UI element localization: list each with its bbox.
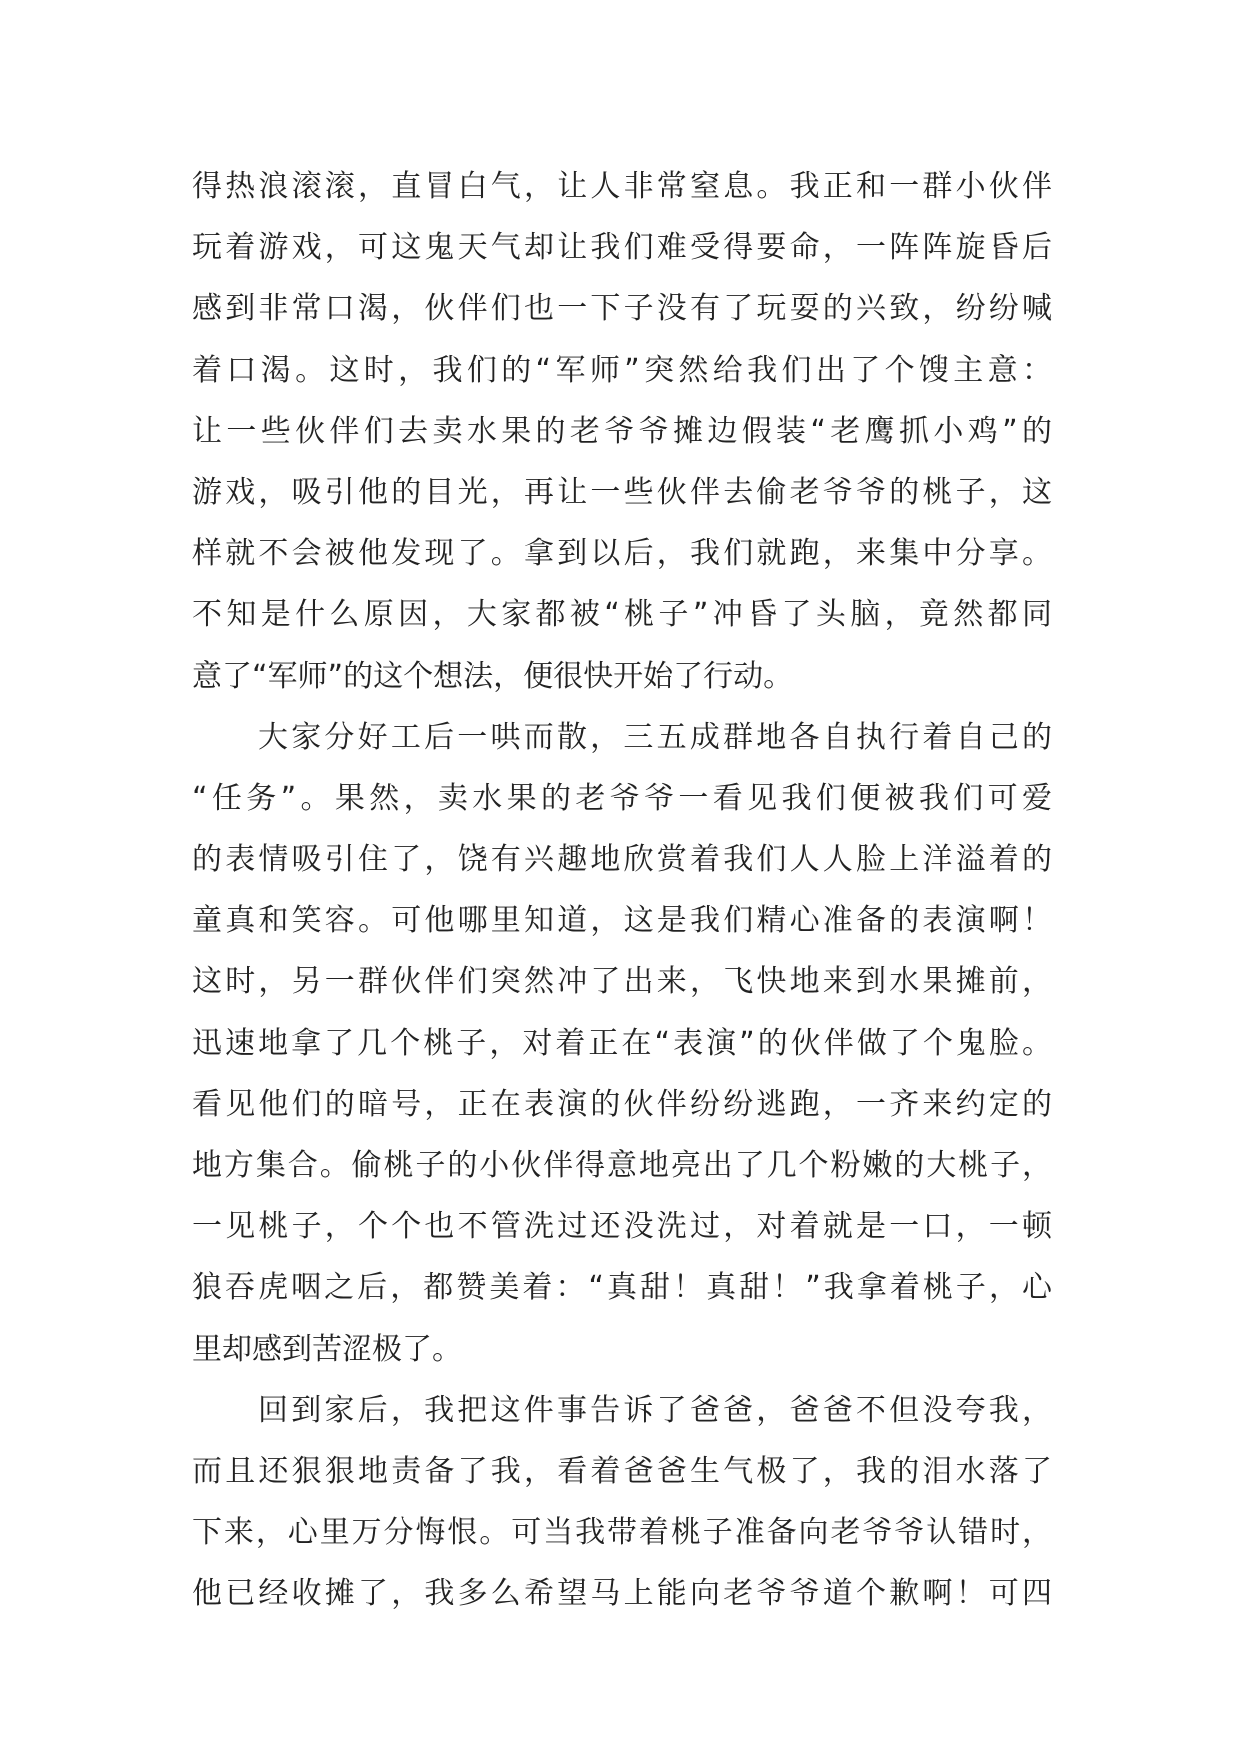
text-line: “任务”。果然，卖水果的老爷爷一看见我们便被我们可爱 xyxy=(192,780,1052,816)
text-line: 着口渴。这时，我们的“军师”突然给我们出了个馊主意： xyxy=(192,352,1052,388)
text-line: 游戏，吸引他的目光，再让一些伙伴去偷老爷爷的桃子，这 xyxy=(192,474,1052,510)
text-line: 得热浪滚滚，直冒白气，让人非常窒息。我正和一群小伙伴 xyxy=(192,169,1052,204)
text-line: 让一些伙伴们去卖水果的老爷爷摊边假装“老鹰抓小鸡”的 xyxy=(192,413,1052,449)
text-line: 玩着游戏，可这鬼天气却让我们难受得要命，一阵阵旋昏后 xyxy=(192,230,1052,266)
text-line: 里却感到苦涩极了。 xyxy=(192,1331,462,1367)
text-line: 一见桃子，个个也不管洗过还没洗过，对着就是一口，一顿 xyxy=(192,1209,1052,1245)
document-body xyxy=(192,156,1052,1625)
text-line: 样就不会被他发现了。拿到以后，我们就跑，来集中分享。 xyxy=(192,536,1052,572)
text-line: 看见他们的暗号，正在表演的伙伴纷纷逃跑，一齐来约定的 xyxy=(192,1086,1052,1122)
text-line: 童真和笑容。可他哪里知道，这是我们精心准备的表演啊！ xyxy=(192,903,1052,939)
text-line: 狼吞虎咽之后，都赞美着：“真甜！真甜！”我拿着桃子，心 xyxy=(192,1270,1052,1306)
text-line: 而且还狠狠地责备了我，看着爸爸生气极了，我的泪水落了 xyxy=(192,1453,1052,1489)
text-line: 的表情吸引住了，饶有兴趣地欣赏着我们人人脸上洋溢着的 xyxy=(192,842,1052,878)
text-line: 意了“军师”的这个想法，便很快开始了行动。 xyxy=(192,658,794,694)
text-line: 这时，另一群伙伴们突然冲了出来，飞快地来到水果摊前， xyxy=(192,964,1052,1000)
text-line: 迅速地拿了几个桃子，对着正在“表演”的伙伴做了个鬼脸。 xyxy=(192,1025,1052,1061)
text-line: 下来，心里万分悔恨。可当我带着桃子准备向老爷爷认错时， xyxy=(192,1515,1052,1551)
text-line: 大家分好工后一哄而散，三五成群地各自执行着自己的 xyxy=(258,719,1052,755)
text-line: 不知是什么原因，大家都被“桃子”冲昏了头脑，竟然都同 xyxy=(192,597,1052,633)
text-line: 地方集合。偷桃子的小伙伴得意地亮出了几个粉嫩的大桃子， xyxy=(192,1148,1052,1183)
text-line: 回到家后，我把这件事告诉了爸爸，爸爸不但没夸我， xyxy=(258,1392,1052,1428)
text-line: 感到非常口渴，伙伴们也一下子没有了玩耍的兴致，纷纷喊 xyxy=(192,291,1052,327)
text-line: 他已经收摊了，我多么希望马上能向老爷爷道个歉啊！可四 xyxy=(192,1576,1052,1612)
